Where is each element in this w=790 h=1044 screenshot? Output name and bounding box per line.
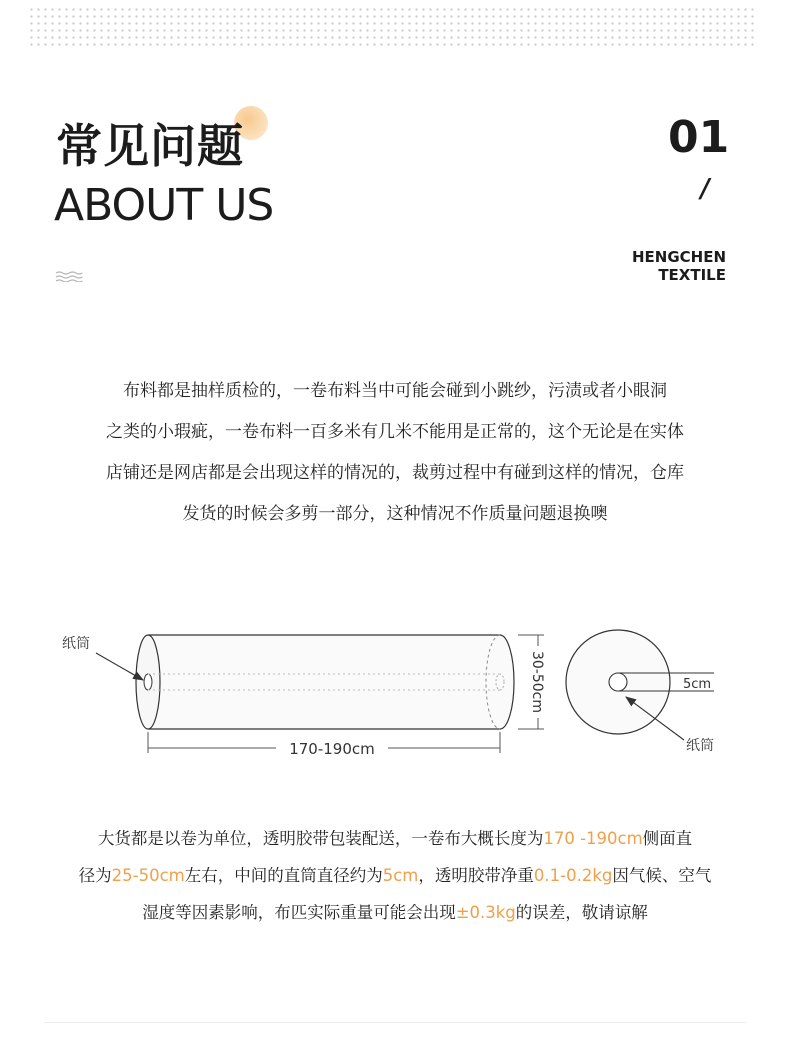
- details-text: 因气候、空气: [612, 866, 712, 885]
- intro-line-4: 发货的时候会多剪一部分，这种情况不作质量问题退换噢: [182, 504, 608, 524]
- highlight-length: 170 -190cm: [543, 829, 643, 848]
- section-slash: /: [697, 174, 713, 204]
- section-number: 01: [668, 112, 730, 163]
- details-line-3: [44, 894, 746, 931]
- details-text: 径为: [78, 866, 112, 885]
- intro-line-2: 之类的小瑕疵，一卷布料一百多米有几米不能用是正常的，这个无论是在实体: [106, 422, 684, 442]
- core-left-end: [144, 674, 152, 690]
- details-text: 大货都是以卷为单位，透明胶带包装配送，一卷布大概长度为: [97, 829, 544, 848]
- details-text: 的误差，敬请谅解: [515, 903, 648, 922]
- intro-line-1: 布料都是抽样质检的，一卷布料当中可能会碰到小跳纱，污渍或者小眼洞: [123, 381, 667, 401]
- intro-line-3: 店铺还是网店都是会出现这样的情况的，裁剪过程中有碰到这样的情况，仓库: [106, 463, 684, 483]
- intro-paragraph: [44, 371, 746, 535]
- highlight-weight-error: ±0.3kg: [455, 903, 516, 922]
- title-english: ABOUT US: [54, 180, 274, 231]
- title-chinese: 常见问题: [56, 119, 244, 173]
- dotted-pattern: [28, 6, 758, 46]
- brand-name: [632, 248, 726, 284]
- details-text: 左右，中间的直筒直径约为: [184, 866, 383, 885]
- bottom-divider: [44, 1022, 746, 1023]
- core-end-view: [609, 673, 627, 691]
- fabric-roll-diagram: [0, 600, 790, 770]
- details-line-2: [44, 857, 746, 894]
- details-text: 侧面直: [642, 829, 693, 848]
- wave-icon: [55, 270, 83, 282]
- roll-body: [148, 635, 514, 729]
- brand-line-1: HENGCHEN: [631, 248, 726, 266]
- diameter-label: 30-50cm: [529, 650, 545, 714]
- brand-line-2: TEXTILE: [658, 266, 726, 284]
- tube-label-right: 纸筒: [686, 738, 714, 754]
- details-text: ，透明胶带净重: [418, 866, 534, 885]
- highlight-tape-weight: 0.1-0.2kg: [533, 866, 613, 885]
- tube-label-left: 纸筒: [62, 636, 90, 652]
- highlight-diameter: 25-50cm: [111, 866, 185, 885]
- core-diameter-label: 5cm: [683, 677, 712, 692]
- highlight-core: 5cm: [382, 866, 419, 885]
- details-text: 湿度等因素影响，布匹实际重量可能会出现: [142, 903, 456, 922]
- details-paragraph: [44, 820, 746, 931]
- length-label: 170-190cm: [289, 740, 375, 758]
- details-line-1: [44, 820, 746, 857]
